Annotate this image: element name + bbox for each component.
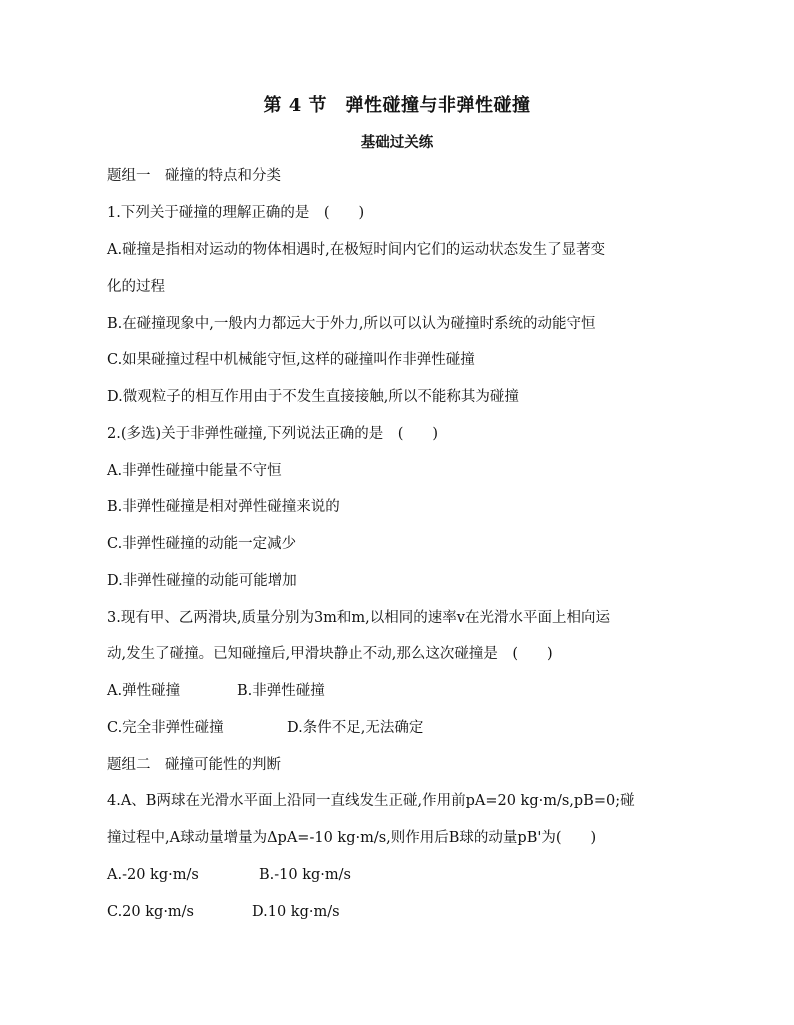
group-heading-2: 题组二 碰撞可能性的判断 bbox=[107, 757, 281, 773]
question-4-stem-line1: 4.A、B两球在光滑水平面上沿同一直线发生正碰,作用前pA=20 kg·m/s,pB=0;碰 bbox=[107, 793, 635, 809]
question-1-stem: 1.下列关于碰撞的理解正确的是 ( ) bbox=[107, 205, 365, 221]
question-2-option-a: A.非弹性碰撞中能量不守恒 bbox=[107, 463, 282, 479]
question-2-option-d: D.非弹性碰撞的动能可能增加 bbox=[107, 573, 297, 589]
question-3-option-b: B.非弹性碰撞 bbox=[237, 683, 325, 699]
question-2-option-c: C.非弹性碰撞的动能一定减少 bbox=[107, 536, 297, 552]
section-subtitle: 基础过关练 bbox=[360, 134, 434, 151]
question-1-option-d: D.微观粒子的相互作用由于不发生直接接触,所以不能称其为碰撞 bbox=[107, 389, 519, 405]
question-1-option-a-line1: A.碰撞是指相对运动的物体相遇时,在极短时间内它们的运动状态发生了显著变 bbox=[107, 242, 606, 258]
question-1-option-c: C.如果碰撞过程中机械能守恒,这样的碰撞叫作非弹性碰撞 bbox=[107, 352, 475, 368]
question-3-option-c: C.完全非弹性碰撞 bbox=[107, 720, 224, 736]
group-heading-1: 题组一 碰撞的特点和分类 bbox=[107, 168, 281, 184]
question-1-option-b: B.在碰撞现象中,一般内力都远大于外力,所以可以认为碰撞时系统的动能守恒 bbox=[107, 316, 596, 332]
question-2-stem: 2.(多选)关于非弹性碰撞,下列说法正确的是 ( ) bbox=[107, 426, 439, 442]
question-1-option-a-line2: 化的过程 bbox=[107, 279, 165, 295]
question-4-option-b: B.-10 kg·m/s bbox=[259, 867, 351, 883]
question-3-stem-line1: 3.现有甲、乙两滑块,质量分别为3m和m,以相同的速率v在光滑水平面上相向运 bbox=[107, 610, 610, 626]
question-4-option-c: C.20 kg·m/s bbox=[107, 904, 194, 920]
question-3-stem-line2: 动,发生了碰撞。已知碰撞后,甲滑块静止不动,那么这次碰撞是 ( ) bbox=[107, 646, 553, 662]
question-3-option-d: D.条件不足,无法确定 bbox=[287, 720, 424, 736]
question-3-option-a: A.弹性碰撞 bbox=[107, 683, 181, 699]
question-2-option-b: B.非弹性碰撞是相对弹性碰撞来说的 bbox=[107, 499, 340, 515]
section-title: 第 4 节 弹性碰撞与非弹性碰撞 bbox=[263, 95, 531, 116]
question-4-option-a: A.-20 kg·m/s bbox=[107, 867, 199, 883]
question-4-stem-line2: 撞过程中,A球动量增量为ΔpA=-10 kg·m/s,则作用后B球的动量pB'为( ) bbox=[107, 830, 597, 846]
question-4-option-d: D.10 kg·m/s bbox=[252, 904, 340, 920]
